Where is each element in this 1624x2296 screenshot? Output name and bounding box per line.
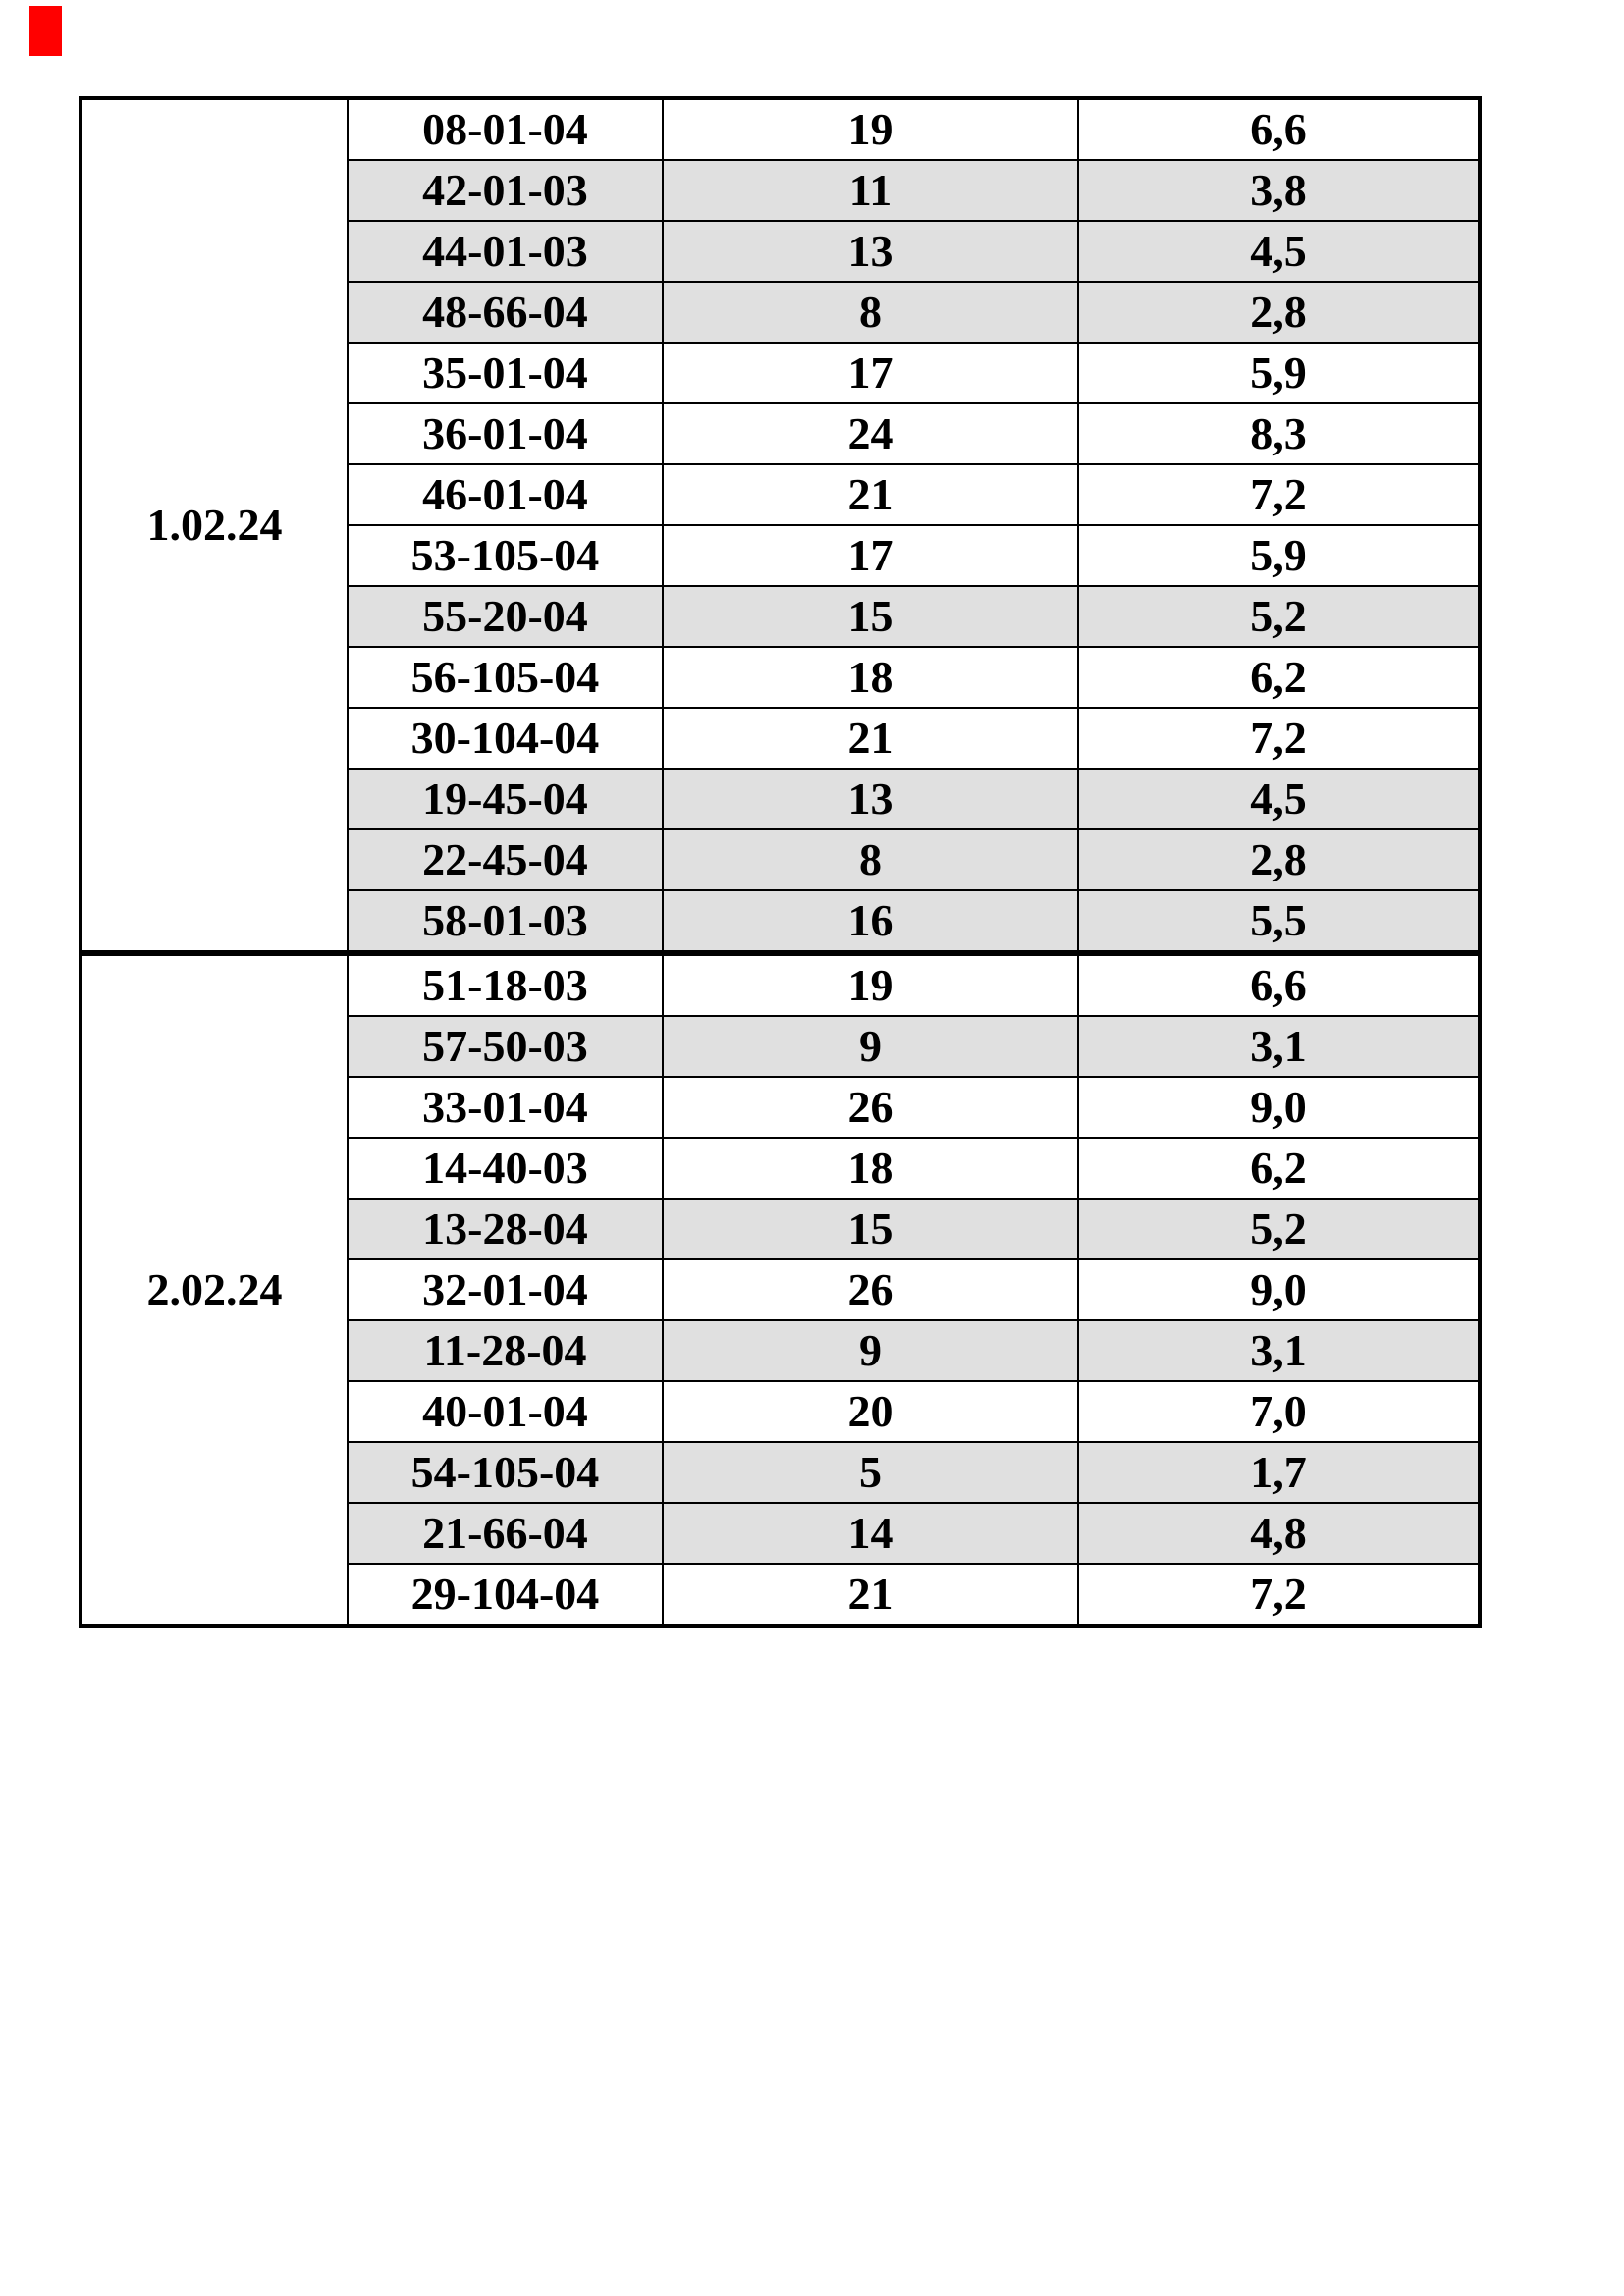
count-cell: 26: [663, 1259, 1078, 1320]
value-cell: 6,2: [1078, 647, 1480, 708]
data-table: [79, 96, 1482, 1628]
code-cell: 08-01-04: [348, 98, 663, 160]
count-cell: 8: [663, 282, 1078, 343]
count-cell: 15: [663, 586, 1078, 647]
count-cell: 9: [663, 1016, 1078, 1077]
code-cell: 51-18-03: [348, 953, 663, 1016]
table-row: [81, 953, 1480, 1016]
code-cell: 30-104-04: [348, 708, 663, 769]
code-cell: 36-01-04: [348, 403, 663, 464]
count-cell: 14: [663, 1503, 1078, 1564]
count-cell: 18: [663, 1138, 1078, 1199]
code-cell: 40-01-04: [348, 1381, 663, 1442]
code-cell: 54-105-04: [348, 1442, 663, 1503]
value-cell: 4,5: [1078, 221, 1480, 282]
count-cell: 26: [663, 1077, 1078, 1138]
count-cell: 17: [663, 343, 1078, 403]
value-cell: 5,9: [1078, 343, 1480, 403]
count-cell: 19: [663, 953, 1078, 1016]
value-cell: 5,2: [1078, 586, 1480, 647]
value-cell: 9,0: [1078, 1077, 1480, 1138]
value-cell: 7,2: [1078, 464, 1480, 525]
value-cell: 8,3: [1078, 403, 1480, 464]
code-cell: 35-01-04: [348, 343, 663, 403]
code-cell: 46-01-04: [348, 464, 663, 525]
value-cell: 6,6: [1078, 953, 1480, 1016]
count-cell: 8: [663, 829, 1078, 890]
value-cell: 3,1: [1078, 1320, 1480, 1381]
code-cell: 19-45-04: [348, 769, 663, 829]
value-cell: 7,2: [1078, 708, 1480, 769]
value-cell: 9,0: [1078, 1259, 1480, 1320]
code-cell: 11-28-04: [348, 1320, 663, 1381]
value-cell: 6,6: [1078, 98, 1480, 160]
count-cell: 21: [663, 708, 1078, 769]
value-cell: 5,9: [1078, 525, 1480, 586]
count-cell: 21: [663, 1564, 1078, 1626]
value-cell: 7,2: [1078, 1564, 1480, 1626]
code-cell: 48-66-04: [348, 282, 663, 343]
count-cell: 24: [663, 403, 1078, 464]
code-cell: 21-66-04: [348, 1503, 663, 1564]
count-cell: 20: [663, 1381, 1078, 1442]
value-cell: 1,7: [1078, 1442, 1480, 1503]
code-cell: 58-01-03: [348, 890, 663, 953]
count-cell: 9: [663, 1320, 1078, 1381]
count-cell: 5: [663, 1442, 1078, 1503]
code-cell: 57-50-03: [348, 1016, 663, 1077]
code-cell: 53-105-04: [348, 525, 663, 586]
value-cell: 5,2: [1078, 1199, 1480, 1259]
table-row: [81, 98, 1480, 160]
count-cell: 16: [663, 890, 1078, 953]
code-cell: 29-104-04: [348, 1564, 663, 1626]
value-cell: 3,1: [1078, 1016, 1480, 1077]
count-cell: 19: [663, 98, 1078, 160]
date-cell: 2.02.24: [81, 953, 348, 1626]
count-cell: 17: [663, 525, 1078, 586]
count-cell: 11: [663, 160, 1078, 221]
code-cell: 14-40-03: [348, 1138, 663, 1199]
code-cell: 13-28-04: [348, 1199, 663, 1259]
count-cell: 13: [663, 221, 1078, 282]
code-cell: 33-01-04: [348, 1077, 663, 1138]
value-cell: 3,8: [1078, 160, 1480, 221]
red-marker: [29, 6, 62, 56]
value-cell: 5,5: [1078, 890, 1480, 953]
date-cell: 1.02.24: [81, 98, 348, 953]
code-cell: 55-20-04: [348, 586, 663, 647]
code-cell: 32-01-04: [348, 1259, 663, 1320]
code-cell: 22-45-04: [348, 829, 663, 890]
count-cell: 18: [663, 647, 1078, 708]
value-cell: 2,8: [1078, 829, 1480, 890]
value-cell: 6,2: [1078, 1138, 1480, 1199]
code-cell: 44-01-03: [348, 221, 663, 282]
value-cell: 7,0: [1078, 1381, 1480, 1442]
value-cell: 4,5: [1078, 769, 1480, 829]
count-cell: 21: [663, 464, 1078, 525]
code-cell: 42-01-03: [348, 160, 663, 221]
code-cell: 56-105-04: [348, 647, 663, 708]
value-cell: 4,8: [1078, 1503, 1480, 1564]
count-cell: 13: [663, 769, 1078, 829]
value-cell: 2,8: [1078, 282, 1480, 343]
count-cell: 15: [663, 1199, 1078, 1259]
